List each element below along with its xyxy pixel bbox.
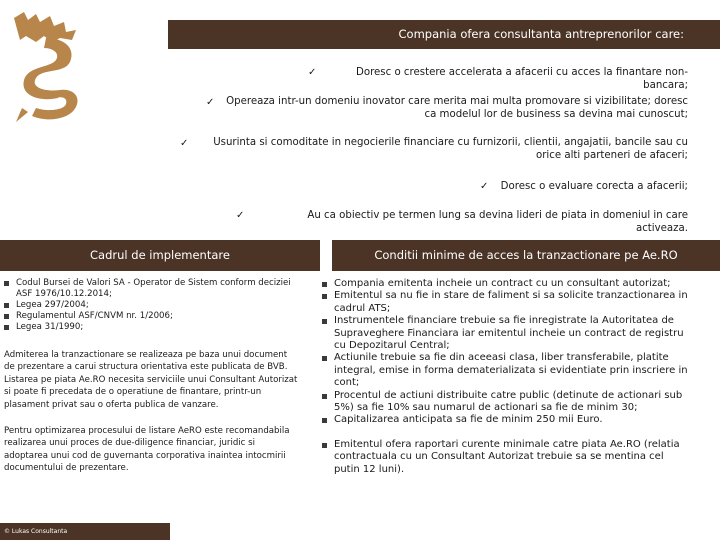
bullet-icon bbox=[322, 356, 327, 361]
bullet-icon bbox=[4, 325, 9, 330]
admission-paragraph: Admiterea la tranzactionare se realizeaza pe baza unui document de prezentare a carui structura orientativa este publicata de BVB. Listarea pe piata Ae.RO necesita serviciile unui Consultant Autorizat si poate fi precedata de o operatiune de finantare, printr-un plasament privat sau o oferta publica de vanzare. bbox=[4, 350, 298, 410]
optimization-paragraph: Pentru optimizarea procesului de listare AeRO este recomandabila realizarea unui proces de due-diligence financiar, juridic si adoptarea unui cod de guvernanta corporativa inaintea intocmirii documentului de prezentare. bbox=[4, 426, 290, 474]
list-item: Regulamentul ASF/CNVM nr. 1/2006; bbox=[4, 311, 300, 322]
list-item: Capitalizarea anticipata sa fie de minim 250 mii Euro. bbox=[322, 414, 690, 426]
bullet-icon bbox=[4, 281, 9, 286]
benefit-item: Opereaza intr-un domeniu inovator care merita mai multa promovare si vizibilitate; doresc ca modelul lor de business sa devina mai cunoscut; bbox=[226, 96, 688, 120]
right-column bbox=[322, 278, 690, 476]
header-title: Compania ofera consultanta antreprenorilor care: bbox=[398, 27, 684, 41]
list-item: Emitentul ofera raportari curente minimale catre piata Ae.RO (relatia contractuala cu un Consultant Autorizat trebuie sa se mentina cel putin 12 luni). bbox=[322, 439, 690, 476]
benefit-item: Doresc o evaluare corecta a afacerii; bbox=[500, 181, 688, 192]
list-item: Instrumentele financiare trebuie sa fie inregistrate la Autoritatea de Supraveghere Financiara iar emitentul incheie un contract de registru cu Depozitarul Central; bbox=[322, 315, 690, 352]
left-section-heading: Cadrul de implementare bbox=[0, 240, 320, 271]
check-icon: ✓ bbox=[308, 67, 317, 78]
list-item: Legea 297/2004; bbox=[4, 300, 300, 311]
reporting-list bbox=[322, 439, 690, 476]
list-item: Emitentul sa nu fie in stare de faliment si sa solicite tranzactionarea in cadrul ATS; bbox=[322, 290, 690, 315]
dragon-logo bbox=[6, 8, 86, 126]
benefit-item: Au ca obiectiv pe termen lung sa devina lideri de piata in domeniul in care activeaza. bbox=[307, 210, 688, 234]
left-column bbox=[4, 278, 300, 475]
bullet-icon bbox=[4, 303, 9, 308]
benefit-item: Usurinta si comoditate in negocierile financiare cu furnizorii, clientii, angajatii, bancile sau cu orice alti parteneri de afaceri; bbox=[213, 137, 688, 161]
bullet-icon bbox=[322, 394, 327, 399]
footer-bar bbox=[0, 523, 170, 540]
footer-copyright: © Lukas Consultanta bbox=[4, 528, 68, 535]
legal-framework-list bbox=[4, 278, 300, 333]
right-section-heading: Conditii minime de acces la tranzactionare pe Ae.RO bbox=[332, 240, 720, 271]
bullet-icon bbox=[322, 294, 327, 299]
bullet-icon bbox=[322, 443, 327, 448]
bullet-icon bbox=[4, 314, 9, 319]
check-icon: ✓ bbox=[236, 210, 245, 221]
list-item: Legea 31/1990; bbox=[4, 322, 300, 333]
bullet-icon bbox=[322, 319, 327, 324]
check-icon: ✓ bbox=[206, 97, 215, 108]
list-item: Actiunile trebuie sa fie din aceeasi clasa, liber transferabile, platite integral, emise in forma dematerializata si evidentiate prin inscriere in cont; bbox=[322, 352, 690, 389]
header-title-bar bbox=[168, 20, 720, 49]
bullet-icon bbox=[322, 282, 327, 287]
access-conditions-list bbox=[322, 278, 690, 427]
bullet-icon bbox=[322, 418, 327, 423]
list-item: Procentul de actiuni distribuite catre public (detinute de actionari sub 5%) sa fie 10% sau numarul de actionari sa fie de minim 30; bbox=[322, 390, 690, 415]
list-item: Codul Bursei de Valori SA - Operator de Sistem conform deciziei ASF 1976/10.12.2014; bbox=[4, 278, 300, 300]
check-icon: ✓ bbox=[180, 138, 189, 149]
list-item: Compania emitenta incheie un contract cu un consultant autorizat; bbox=[322, 278, 690, 290]
benefit-item: Doresc o crestere accelerata a afacerii cu acces la finantare non-bancara; bbox=[356, 67, 688, 91]
check-icon: ✓ bbox=[480, 181, 489, 192]
